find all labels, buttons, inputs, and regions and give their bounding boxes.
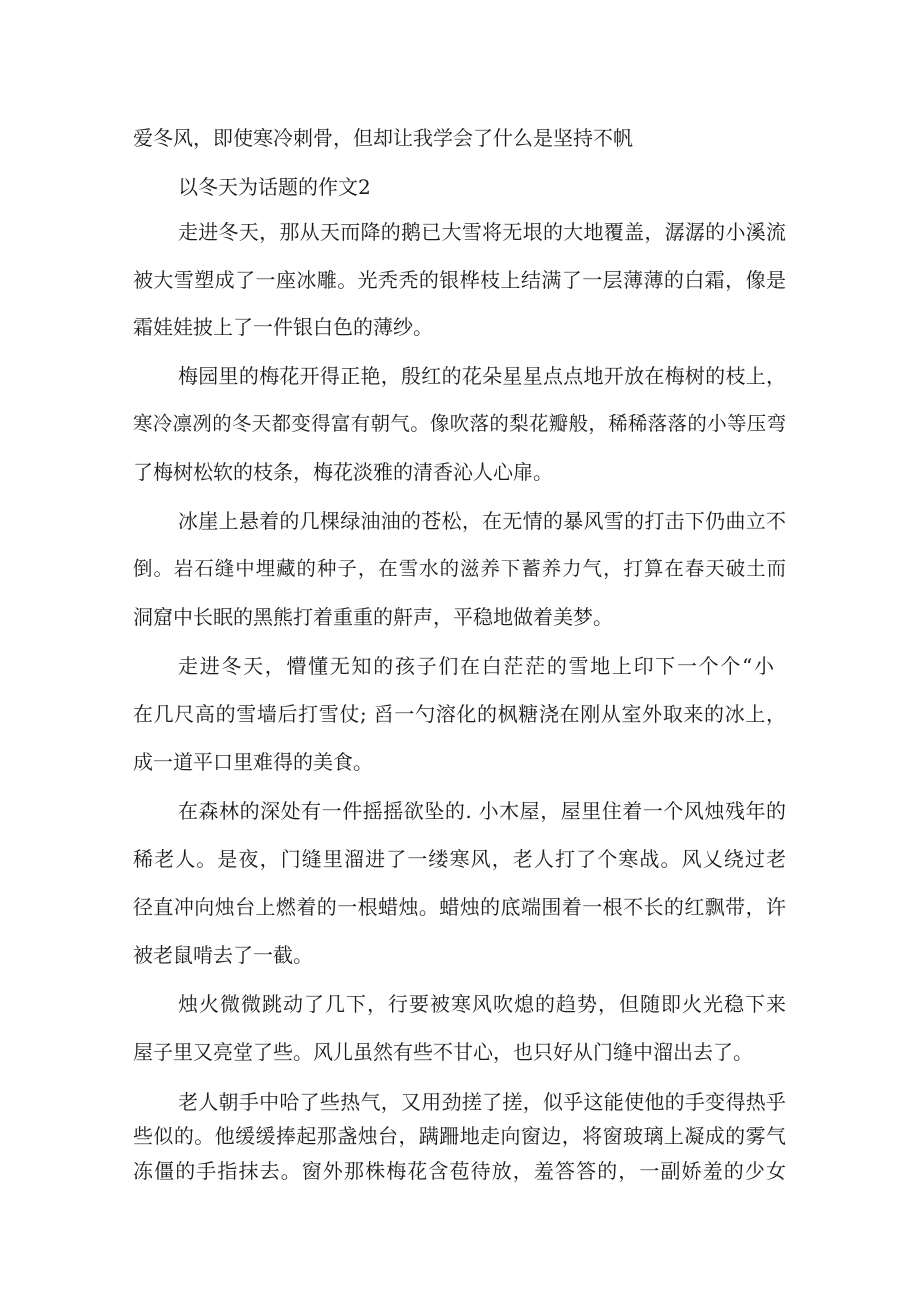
paragraph-5-line-2: 稀老人。是夜，门缝里溜进了一缕寒风，老人打了个寒战。风乂绕过老 xyxy=(133,847,786,871)
paragraph-3-line-3: 洞窟中长眠的黑熊打着重重的鼾声，平稳地做着美梦。 xyxy=(133,605,613,629)
paragraph-1-line-3: 霜娃娃披上了一件银白色的薄纱。 xyxy=(133,315,433,339)
continuation-line: 爱冬风，即使寒冷刺骨，但却让我学会了什么是坚持不帆 xyxy=(133,126,633,150)
paragraph-1-line-1: 走进冬天，那从天而降的鹅已大雪将无垠的大地覆盖，潺潺的小溪流 xyxy=(178,220,786,244)
paragraph-1-line-2: 被大雪塑成了一座冰雕。光秃秃的银桦枝上结满了一层薄薄的白霜，像是 xyxy=(133,268,786,292)
paragraph-4-line-3: 成一道平口里难得的美食。 xyxy=(133,750,373,774)
paragraph-5-line-3: 径直冲向烛台上燃着的一根蜡烛。蜡烛的底端围着一根不长的红飘带，许 xyxy=(133,895,786,919)
paragraph-5-line-4: 被老鼠啃去了一截。 xyxy=(133,943,313,967)
paragraph-6-line-2: 屋子里又亮堂了些。风儿虽然有些不甘心，也只好从门缝中溜出去了。 xyxy=(133,1040,753,1064)
paragraph-3-line-2: 倒。岩石缝中埋藏的种子，在雪水的滋养下蓄养力气，打算在春天破土而 xyxy=(133,557,786,580)
essay-heading: 以冬天为话题的作文2 xyxy=(178,175,371,199)
paragraph-6-line-1: 烛火微微跳动了几下，行要被寒风吹熄的趋势，但随即火光稳下来 xyxy=(178,992,786,1016)
paragraph-7-line-1: 老人朝手中哈了些热气，又用劲搓了搓，似乎这能使他的手变得热乎 xyxy=(178,1090,786,1114)
paragraph-3-line-1: 冰崖上悬着的几棵绿油油的苍松，在无情的暴风雪的打击下仍曲立不 xyxy=(178,509,786,533)
paragraph-4-line-1: 走进冬天，懵懂无知的孩子们在白茫茫的雪地上印下一个个“小 xyxy=(178,654,774,678)
paragraph-2-line-2: 寒冷凛冽的冬天都变得富有朝气。像吹落的梨花瓣般，稀稀落落的小等压弯 xyxy=(133,412,786,435)
paragraph-2-line-1: 梅园里的梅花开得正艳，殷红的花朵星星点点地开放在梅树的枝上， xyxy=(178,364,786,388)
paragraph-5-line-1: 在森林的深处有一件摇摇欲坠的. 小木屋，屋里住着一个风烛残年的 xyxy=(178,799,786,823)
paragraph-7-line-2: 些似的。他缓缓捧起那盏烛台，蹒跚地走向窗边，将窗玻璃上凝成的雾气 xyxy=(133,1124,786,1148)
paragraph-2-line-3: 了梅树松软的枝条，梅花淡雅的清香沁人心扉。 xyxy=(133,460,553,484)
paragraph-4-line-2: 在几尺高的雪墙后打雪仗; 舀一勺溶化的枫糖浇在刚从室外取来的冰上， xyxy=(133,702,786,726)
paragraph-7-line-3: 冻僵的手指抹去。窗外那株梅花含苞待放，羞答答的，一副娇羞的少女 xyxy=(133,1159,786,1183)
